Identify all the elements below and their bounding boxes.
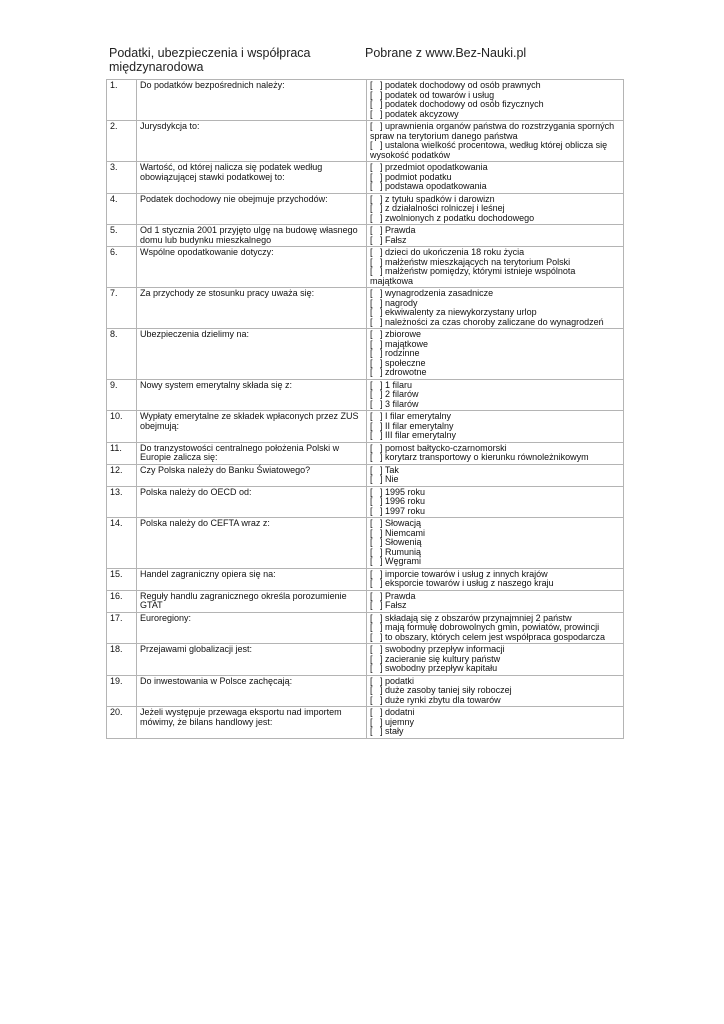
question-text: Wspólne opodatkowanie dotyczy: <box>137 247 367 288</box>
checkbox-mark[interactable]: [ ] <box>370 590 383 601</box>
answer-option-label: Fałsz <box>385 600 407 610</box>
answer-option[interactable] <box>370 431 620 441</box>
answer-options <box>367 612 624 644</box>
answer-option-label: podstawa opodatkowania <box>385 181 487 191</box>
checkbox-mark[interactable]: [ ] <box>370 212 383 223</box>
checkbox-mark[interactable]: [ ] <box>370 329 383 339</box>
answer-option-label: eksporcie towarów i usług z naszego kraju <box>385 578 554 588</box>
question-number: 11. <box>107 442 137 464</box>
answer-option-label: 1 filaru <box>385 379 413 390</box>
answer-options <box>367 442 624 464</box>
checkbox-mark[interactable]: [ ] <box>370 379 383 390</box>
answer-options <box>367 288 624 329</box>
checkbox-mark[interactable]: [ ] <box>370 726 383 736</box>
question-row <box>107 193 624 225</box>
question-text: Nowy system emerytalny składa się z: <box>137 379 367 411</box>
answer-options <box>367 568 624 590</box>
answer-options <box>367 464 624 486</box>
answer-option-label: Słowacją <box>385 518 422 528</box>
answer-option-label: dzieci do ukończenia 18 roku życia <box>385 247 525 257</box>
answer-option-label: z tytułu spadków i darowizn <box>385 193 495 204</box>
checkbox-mark[interactable]: [ ] <box>370 140 383 150</box>
question-number: 14. <box>107 518 137 569</box>
checkbox-mark[interactable]: [ ] <box>370 162 383 172</box>
question-text: Za przychody ze stosunku pracy uważa się: <box>137 288 367 329</box>
checkbox-mark[interactable]: [ ] <box>370 181 383 191</box>
checkbox-mark[interactable]: [ ] <box>370 556 383 566</box>
answer-option-label: Prawda <box>385 225 416 235</box>
answer-option-label: Prawda <box>385 590 416 601</box>
checkbox-mark[interactable]: [ ] <box>370 389 383 399</box>
answer-option-label: podatek akcyzowy <box>385 108 459 119</box>
answer-option-label: małżeństw mieszkających na terytorium Polski <box>385 256 571 267</box>
question-number: 4. <box>107 193 137 225</box>
question-row <box>107 379 624 411</box>
question-row <box>107 464 624 486</box>
document-title: Podatki, ubezpieczenia i współpraca międzynarodowa <box>109 46 311 74</box>
answer-option[interactable] <box>370 475 620 485</box>
answer-option-label: korytarz transportowy o kierunku równoleżnikowym <box>385 452 589 462</box>
answer-option-label: wynagrodzenia zasadnicze <box>385 288 494 298</box>
checkbox-mark[interactable]: [ ] <box>370 80 383 90</box>
checkbox-mark[interactable]: [ ] <box>370 234 383 245</box>
answer-option-label: rodzinne <box>385 348 420 358</box>
answer-option-label: Tak <box>384 464 399 475</box>
answer-option-label: zacieranie się kultury państw <box>385 653 501 664</box>
question-text: Do tranzystowości centralnego położenia Polski w Europie zalicza się: <box>137 442 367 464</box>
checkbox-mark[interactable]: [ ] <box>370 121 383 131</box>
checkbox-mark[interactable]: [ ] <box>370 644 383 654</box>
checkbox-mark[interactable]: [ ] <box>370 568 383 579</box>
answer-option-label: 1995 roku <box>385 486 426 497</box>
answer-option[interactable] <box>370 601 620 611</box>
answer-option-label: małżeństw pomiędzy, którymi istnieje wspólnota majątkowa <box>370 266 576 286</box>
checkbox-mark[interactable]: [ ] <box>370 420 383 431</box>
answer-option-label: ekwiwalenty za niewykorzystany urlop <box>385 307 537 317</box>
answer-option-label: 1997 roku <box>385 505 426 516</box>
question-text: Podatek dochodowy nie obejmuje przychodów: <box>137 193 367 225</box>
answer-option-label: Fałsz <box>385 234 407 245</box>
checkbox-mark[interactable]: [ ] <box>370 694 383 705</box>
checkbox-mark[interactable]: [ ] <box>370 316 383 327</box>
answer-option[interactable] <box>370 141 620 160</box>
checkbox-mark[interactable]: [ ] <box>370 707 383 717</box>
question-number: 19. <box>107 675 137 707</box>
question-number: 16. <box>107 590 137 612</box>
checkbox-mark[interactable]: [ ] <box>370 464 383 475</box>
checkbox-mark[interactable]: [ ] <box>370 442 383 453</box>
answer-options <box>367 411 624 443</box>
question-text: Jeżeli występuje przewaga eksportu nad importem mówimy, że bilans handlowy jest: <box>137 707 367 739</box>
source-label: Pobrane z www.Bez-Nauki.pl <box>365 46 527 60</box>
question-text: Polska należy do OECD od: <box>137 486 367 518</box>
checkbox-mark[interactable]: [ ] <box>370 411 383 421</box>
answer-option-label: swobodny przepływ informacji <box>385 644 505 654</box>
answer-option-label: Niemcami <box>385 527 426 538</box>
checkbox-mark[interactable]: [ ] <box>370 486 383 497</box>
answer-option-label: należności za czas choroby zaliczane do wynagrodzeń <box>385 316 604 327</box>
answer-option-label: podmiot podatku <box>385 171 452 182</box>
question-text: Do podatków bezpośrednich należy: <box>137 80 367 121</box>
answer-option[interactable] <box>370 696 620 706</box>
question-text: Wartość, od której nalicza się podatek według obowiązującej stawki podatkowej to: <box>137 162 367 194</box>
question-number: 12. <box>107 464 137 486</box>
checkbox-mark[interactable]: [ ] <box>370 505 383 516</box>
answer-option-label: ujemny <box>385 716 415 727</box>
answer-option-label: społeczne <box>385 357 426 368</box>
checkbox-mark[interactable]: [ ] <box>370 247 383 257</box>
answer-option-label: Węgrami <box>385 556 422 566</box>
question-number: 13. <box>107 486 137 518</box>
checkbox-mark[interactable]: [ ] <box>370 537 383 547</box>
question-number: 8. <box>107 329 137 380</box>
checkbox-mark[interactable]: [ ] <box>370 297 383 308</box>
question-text: Euroregiony: <box>137 612 367 644</box>
question-row <box>107 644 624 676</box>
answer-options <box>367 486 624 518</box>
checkbox-mark[interactable]: [ ] <box>370 518 383 528</box>
checkbox-mark[interactable]: [ ] <box>370 716 383 727</box>
checkbox-mark[interactable]: [ ] <box>370 367 383 377</box>
answer-option-label: nagrody <box>385 297 418 308</box>
question-row <box>107 247 624 288</box>
answer-options <box>367 644 624 676</box>
checkbox-mark[interactable]: [ ] <box>370 546 383 557</box>
answer-option-label: zdrowotne <box>385 367 427 377</box>
answer-option-label: pomost bałtycko-czarnomorski <box>385 442 507 453</box>
question-number: 10. <box>107 411 137 443</box>
checkbox-mark[interactable]: [ ] <box>370 578 383 588</box>
answer-option-label: zbiorowe <box>385 329 422 339</box>
answer-option-label: Słowenią <box>385 537 422 547</box>
answer-options <box>367 247 624 288</box>
answer-option-label: duże rynki zbytu dla towarów <box>385 694 501 705</box>
answer-option[interactable] <box>370 466 620 476</box>
question-row <box>107 411 624 443</box>
checkbox-mark[interactable]: [ ] <box>370 663 383 673</box>
answer-option-label: podatek dochodowy od osób fizycznych <box>385 99 544 109</box>
checkbox-mark[interactable]: [ ] <box>370 108 383 119</box>
question-text: Czy Polska należy do Banku Światowego? <box>137 464 367 486</box>
answer-option[interactable] <box>370 557 620 567</box>
answer-option-label: 3 filarów <box>385 398 419 409</box>
checkbox-mark[interactable]: [ ] <box>370 675 383 686</box>
answer-option[interactable] <box>370 592 620 602</box>
question-number: 2. <box>107 121 137 162</box>
question-number: 7. <box>107 288 137 329</box>
checkbox-mark[interactable]: [ ] <box>370 612 383 623</box>
checkbox-mark[interactable]: [ ] <box>370 622 383 632</box>
question-row <box>107 80 624 121</box>
answer-option[interactable] <box>370 368 620 378</box>
checkbox-mark[interactable]: [ ] <box>370 171 383 182</box>
answer-option-label: to obszary, których celem jest współpraca gospodarcza <box>385 631 605 642</box>
question-number: 18. <box>107 644 137 676</box>
answer-option-label: przedmiot opodatkowania <box>385 162 488 172</box>
checkbox-mark[interactable]: [ ] <box>370 288 383 298</box>
answer-option-label: I filar emerytalny <box>385 411 452 421</box>
answer-option[interactable] <box>370 718 620 728</box>
answer-options <box>367 80 624 121</box>
question-row <box>107 707 624 739</box>
question-text: Przejawami globalizacji jest: <box>137 644 367 676</box>
answer-option[interactable] <box>370 226 620 236</box>
answer-option-label: 1996 roku <box>385 496 426 506</box>
answer-option-label: Nie <box>385 474 399 484</box>
answer-option-label: z działalności rolniczej i leśnej <box>385 203 505 213</box>
question-text: Handel zagraniczny opiera się na: <box>137 568 367 590</box>
answer-option-label: Rumunią <box>385 546 422 557</box>
question-row <box>107 590 624 612</box>
answer-options <box>367 707 624 739</box>
question-text: Polska należy do CEFTA wraz z: <box>137 518 367 569</box>
checkbox-mark[interactable]: [ ] <box>370 256 383 267</box>
answer-options <box>367 518 624 569</box>
answer-option[interactable] <box>370 453 620 463</box>
checkbox-mark[interactable]: [ ] <box>370 193 383 204</box>
answer-options <box>367 121 624 162</box>
checkbox-mark[interactable]: [ ] <box>370 307 383 317</box>
answer-option-label: podatek dochodowy od osób prawnych <box>385 80 541 90</box>
question-number: 17. <box>107 612 137 644</box>
question-row <box>107 568 624 590</box>
answer-option[interactable] <box>370 727 620 737</box>
checkbox-mark[interactable]: [ ] <box>370 496 383 506</box>
answer-options <box>367 675 624 707</box>
question-row <box>107 225 624 247</box>
question-row <box>107 612 624 644</box>
question-number: 1. <box>107 80 137 121</box>
answer-option-label: dodatni <box>385 707 415 717</box>
answer-option-label: stały <box>385 726 404 736</box>
checkbox-mark[interactable]: [ ] <box>370 430 383 440</box>
question-row <box>107 486 624 518</box>
answer-options <box>367 225 624 247</box>
question-row <box>107 675 624 707</box>
checkbox-mark[interactable]: [ ] <box>370 266 383 276</box>
checkbox-mark[interactable]: [ ] <box>370 89 383 100</box>
checkbox-mark[interactable]: [ ] <box>370 474 383 484</box>
answer-option-label: 2 filarów <box>385 389 419 399</box>
question-number: 20. <box>107 707 137 739</box>
question-row <box>107 518 624 569</box>
question-number: 5. <box>107 225 137 247</box>
checkbox-mark[interactable]: [ ] <box>370 631 383 642</box>
checkbox-mark[interactable]: [ ] <box>370 338 383 349</box>
answer-option-label: imporcie towarów i usług z innych krajów <box>385 568 548 579</box>
checkbox-mark[interactable]: [ ] <box>370 225 383 235</box>
question-row <box>107 162 624 194</box>
answer-option[interactable] <box>370 110 620 120</box>
answer-option-label: podatek od towarów i usług <box>385 89 495 100</box>
checkbox-mark[interactable]: [ ] <box>370 203 383 213</box>
checkbox-mark[interactable]: [ ] <box>370 527 383 538</box>
question-text: Ubezpieczenia dzielimy na: <box>137 329 367 380</box>
checkbox-mark[interactable]: [ ] <box>370 600 383 610</box>
answer-option[interactable] <box>370 318 620 328</box>
question-text: Wypłaty emerytalne ze składek wpłaconych przez ZUS obejmują: <box>137 411 367 443</box>
answer-options <box>367 193 624 225</box>
answer-option-label: ustalona wielkość procentowa, według której oblicza się wysokość podatków <box>370 140 608 160</box>
answer-options <box>367 329 624 380</box>
question-number: 6. <box>107 247 137 288</box>
question-row <box>107 288 624 329</box>
question-number: 15. <box>107 568 137 590</box>
question-text: Jurysdykcja to: <box>137 121 367 162</box>
question-row <box>107 442 624 464</box>
question-row <box>107 121 624 162</box>
answer-option[interactable] <box>370 122 620 141</box>
answer-option[interactable] <box>370 182 620 192</box>
answer-option-label: majątkowe <box>385 338 429 349</box>
answer-option-label: III filar emerytalny <box>385 430 457 440</box>
question-row <box>107 329 624 380</box>
answer-option-label: swobodny przepływ kapitału <box>385 663 498 673</box>
quiz-table <box>106 79 624 739</box>
answer-option-label: duże zasoby taniej siły roboczej <box>385 685 512 695</box>
checkbox-mark[interactable]: [ ] <box>370 348 383 358</box>
checkbox-mark[interactable]: [ ] <box>370 398 383 409</box>
answer-option[interactable] <box>370 236 620 246</box>
answer-option-label: II filar emerytalny <box>385 420 454 431</box>
answer-option[interactable] <box>370 633 620 643</box>
question-text: Od 1 stycznia 2001 przyjęto ulgę na budowę własnego domu lub budynku mieszkalnego <box>137 225 367 247</box>
answer-option-label: składają się z obszarów przynajmniej 2 państw <box>385 612 572 623</box>
answer-option[interactable] <box>370 400 620 410</box>
checkbox-mark[interactable]: [ ] <box>370 685 383 695</box>
checkbox-mark[interactable]: [ ] <box>370 452 383 462</box>
answer-options <box>367 162 624 194</box>
answer-option[interactable] <box>370 579 620 589</box>
question-number: 3. <box>107 162 137 194</box>
answer-option-label: zwolnionych z podatku dochodowego <box>385 212 535 223</box>
answer-option-label: mają formułę dobrowolnych gmin, powiatów, prowincji <box>385 622 600 632</box>
checkbox-mark[interactable]: [ ] <box>370 653 383 664</box>
checkbox-mark[interactable]: [ ] <box>370 99 383 109</box>
answer-option[interactable] <box>370 664 620 674</box>
question-text: Reguły handlu zagranicznego określa porozumienie GTAT <box>137 590 367 612</box>
answer-option[interactable] <box>370 214 620 224</box>
answer-options <box>367 379 624 411</box>
question-text: Do inwestowania w Polsce zachęcają: <box>137 675 367 707</box>
answer-option-label: podatki <box>385 675 415 686</box>
answer-options <box>367 590 624 612</box>
answer-option-label: uprawnienia organów państwa do rozstrzygania sporných spraw na terytorium danego państwa <box>370 121 615 141</box>
checkbox-mark[interactable]: [ ] <box>370 357 383 368</box>
answer-option[interactable] <box>370 267 620 286</box>
answer-option[interactable] <box>370 507 620 517</box>
question-number: 9. <box>107 379 137 411</box>
